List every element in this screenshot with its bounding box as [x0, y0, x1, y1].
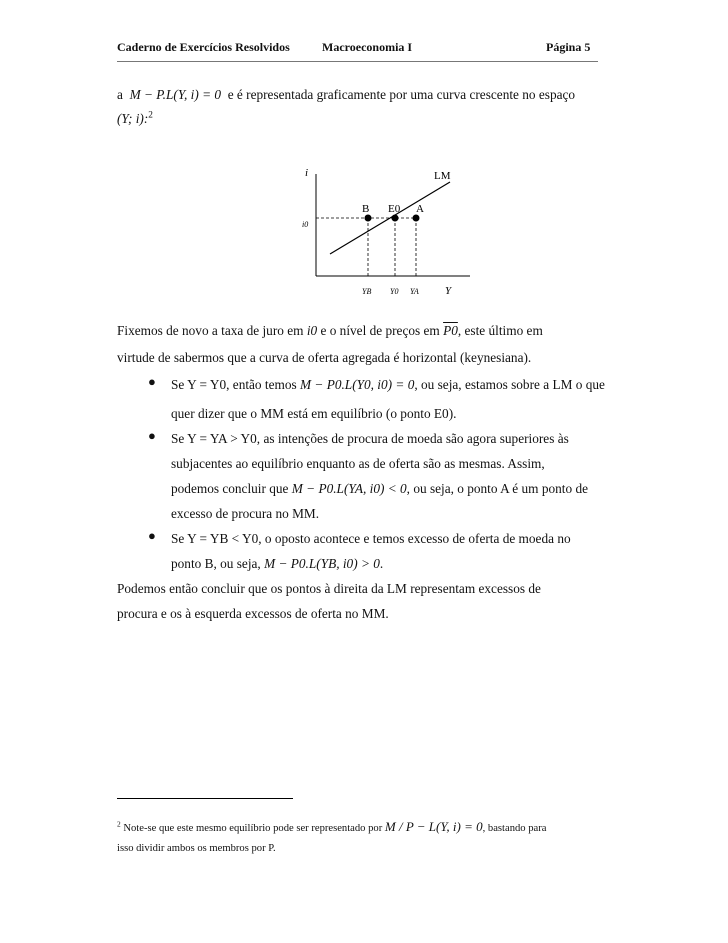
y0-tick: Y0 — [390, 287, 399, 296]
bullet-1-formula: M − P0.L(Y0, i0) = 0 — [300, 377, 415, 392]
bullet-2-line1: Se Y = YA > Y0, as intenções de procura de moeda são agora superiores às — [171, 431, 569, 446]
point-a-label: A — [416, 203, 424, 215]
bullet-1-line1: Se Y = Y0, então temos M − P0.L(Y0, i0) = 0, ou seja, estamos sobre a LM o que — [171, 377, 605, 392]
bullet-2-line2: subjacentes ao equilíbrio enquanto as de oferta são as mesmas. Assim, — [171, 456, 545, 471]
point-b-label: B — [362, 203, 370, 215]
bullet-2-formula: M − P0.L(YA, i0) < 0 — [291, 481, 407, 496]
header-center: Macroeconomia I — [322, 40, 413, 54]
para2-line2: virtude de sabermos que a curva de oferta agregada é horizontal (keynesiana). — [117, 350, 532, 365]
bullet-2-line4: excesso de procura no MM. — [171, 506, 320, 521]
y-axis-label: i — [305, 167, 309, 179]
conclusion-line2: procura e os à esquerda excessos de oferta no MM. — [117, 606, 389, 621]
bullet-2-line3: podemos concluir que M − P0.L(YA, i0) < 0, ou seja, o ponto A é um ponto de — [171, 481, 589, 496]
footnote-ref: 2 — [148, 110, 153, 121]
footnote-formula: M / P − L(Y, i) = 0 — [384, 819, 483, 834]
header-left: Caderno de Exercícios Resolvidos — [117, 40, 290, 54]
para1-line2: (Y; i):$^2$ — [117, 110, 153, 126]
point-b — [365, 215, 372, 222]
para2-line1: Fixemos de novo a taxa de juro em i0 e o nível de preços em P0, este último em — [117, 323, 543, 338]
money-equilibrium-formula: M − P.L(Y, i) = 0 — [129, 87, 222, 102]
bullet-3-line2: ponto B, ou seja, M − P0.L(YB, i0) > 0. — [171, 556, 384, 571]
para1-line1: a M − P.L(Y, i) = 0 e é representada graficamente por uma curva crescente no espaço — [117, 87, 576, 102]
lm-diagram — [290, 160, 480, 300]
point-e0 — [392, 215, 399, 222]
ya-tick: YA — [410, 287, 419, 296]
bullet-3-line1: Se Y = YB < Y0, o oposto acontece e temos excesso de oferta de moeda no — [171, 531, 571, 546]
footnote-line2: isso dividir ambos os membros por P. — [117, 843, 276, 854]
bullet-marker: ● — [148, 528, 156, 543]
point-e0-label: E0 — [388, 203, 401, 215]
yb-tick: YB — [362, 287, 372, 296]
footnote-rule — [117, 798, 293, 799]
lm-label: LM — [434, 170, 451, 182]
footnote-line1: $^2$ Note-se que este mesmo equilíbrio pode ser representado por M / P − L(Y, i) = 0, bastando para — [117, 819, 547, 834]
bullet-1-line2: quer dizer que o MM está em equilíbrio (o ponto E0). — [171, 406, 457, 421]
bullet-marker: ● — [148, 374, 156, 389]
conclusion-line1: Podemos então concluir que os pontos à direita da LM representam excessos de — [117, 581, 541, 596]
bullet-3-formula: M − P0.L(YB, i0) > 0 — [264, 556, 380, 571]
point-a — [413, 215, 420, 222]
i0-tick: i0 — [302, 220, 309, 229]
header-page-number: Página 5 — [546, 40, 591, 54]
header-rule — [117, 61, 598, 62]
x-axis-label: Y — [445, 285, 452, 297]
bullet-marker: ● — [148, 428, 156, 443]
